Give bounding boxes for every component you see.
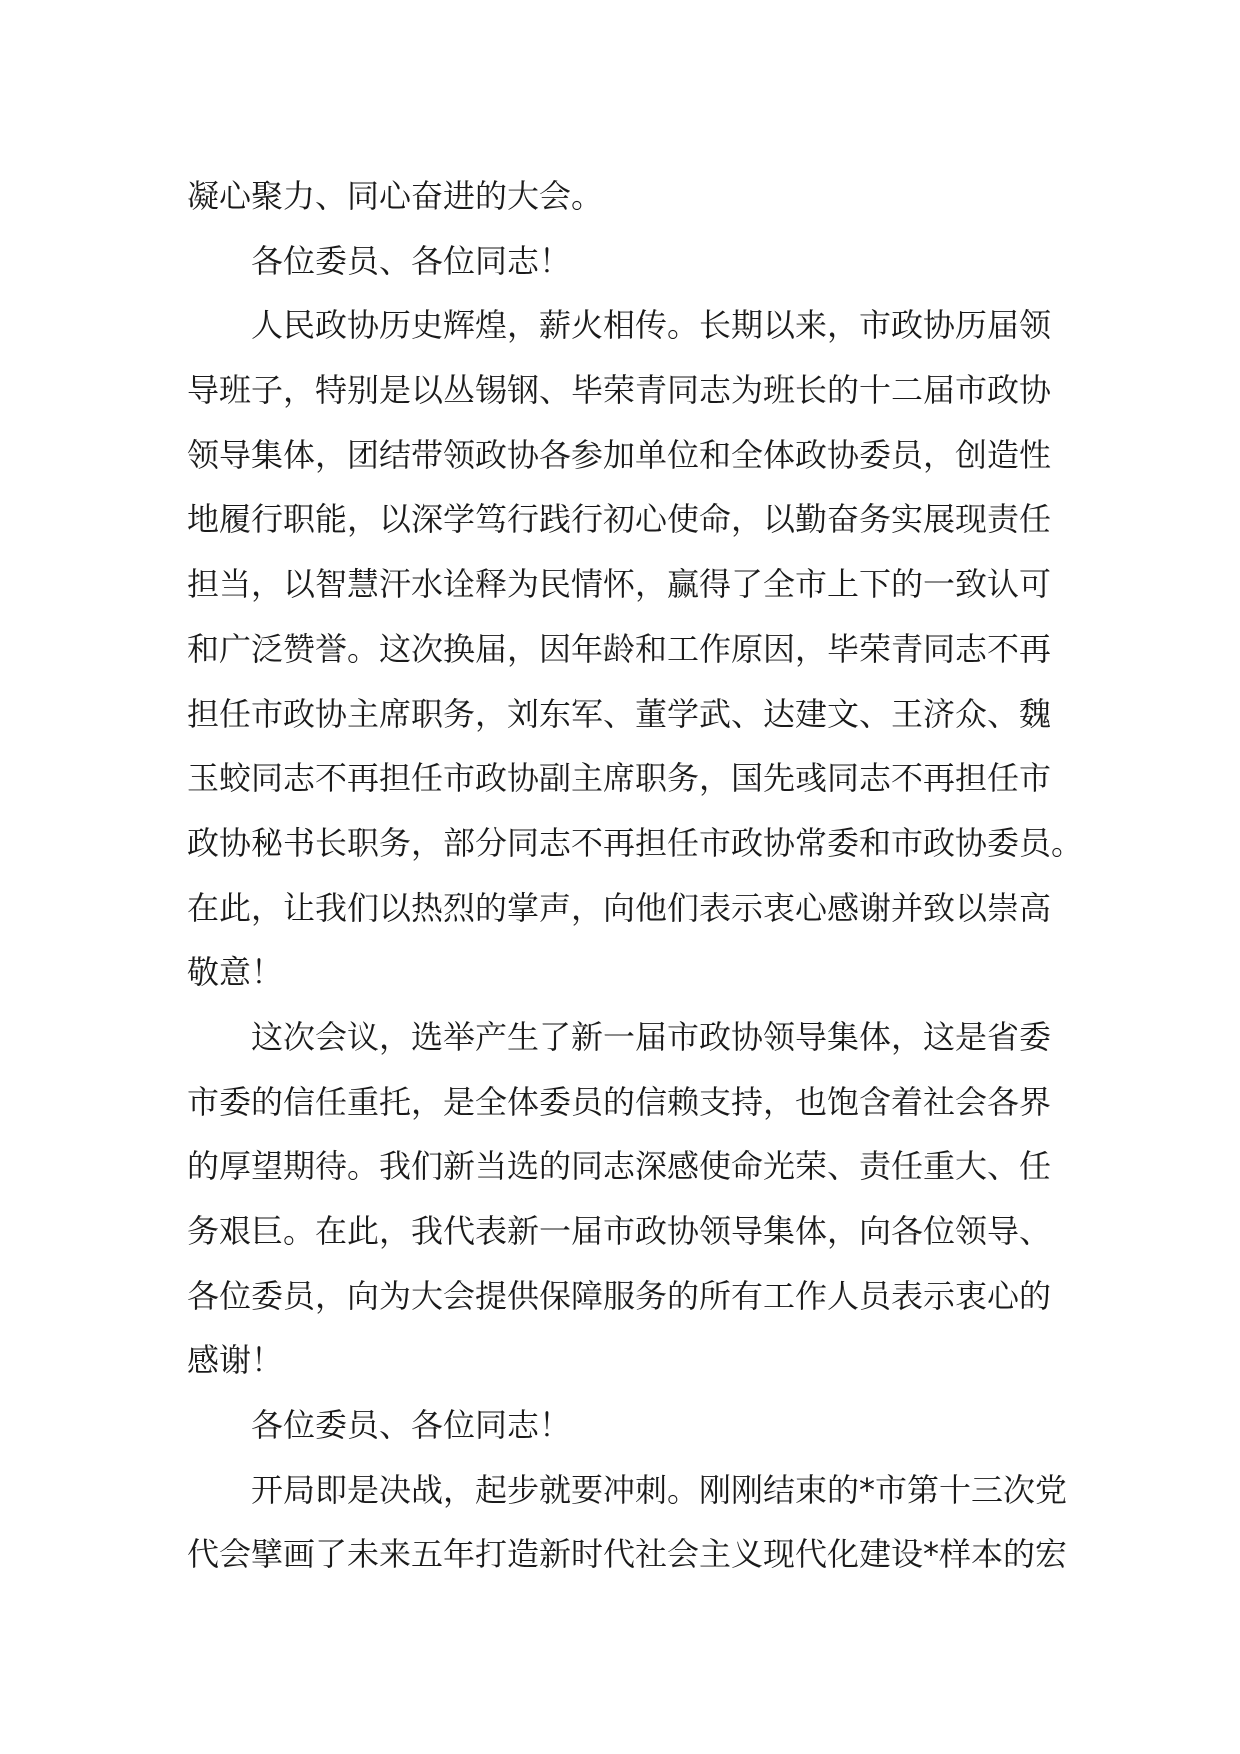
text-line: 务艰巨。在此，我代表新一届市政协领导集体，向各位领导、 [187, 1212, 1052, 1250]
text-line: 凝心聚力、同心奋进的大会。 [187, 177, 604, 215]
text-line: 开局即是决战，起步就要冲刺。刚刚结束的*市第十三次党 [251, 1470, 1068, 1509]
text-line: 各位委员、各位同志！ [251, 241, 572, 280]
text-line: 代会擘画了未来五年打造新时代社会主义现代化建设*样本的宏 [187, 1535, 1068, 1574]
text-line: 敬意！ [187, 953, 284, 992]
text-line: 的厚望期待。我们新当选的同志深感使命光荣、责任重大、任 [187, 1147, 1052, 1186]
text-line: 人民政协历史辉煌，薪火相传。长期以来，市政协历届领 [251, 306, 1052, 345]
text-line: 领导集体，团结带领政协各参加单位和全体政协委员，创造性 [187, 435, 1052, 474]
text-line: 在此，让我们以热烈的掌声，向他们表示衷心感谢并致以崇高 [187, 888, 1052, 927]
document-body [187, 164, 1084, 1587]
text-line: 担任市政协主席职务，刘东军、董学武、达建文、王济众、魏 [187, 694, 1052, 733]
text-line: 玉蛟同志不再担任市政协副主席职务，国先彧同志不再担任市 [187, 759, 1052, 798]
text-line: 政协秘书长职务，部分同志不再担任市政协常委和市政协委员。 [187, 823, 1084, 862]
text-line: 导班子，特别是以丛锡钢、毕荣青同志为班长的十二届市政协 [187, 371, 1052, 410]
text-line: 担当，以智慧汗水诠释为民情怀，赢得了全市上下的一致认可 [187, 565, 1052, 604]
text-line: 各位委员，向为大会提供保障服务的所有工作人员表示衷心的 [187, 1276, 1052, 1315]
text-line: 和广泛赞誉。这次换届，因年龄和工作原因，毕荣青同志不再 [187, 629, 1052, 668]
text-line: 感谢！ [187, 1341, 284, 1380]
text-line: 这次会议，选举产生了新一届市政协领导集体，这是省委 [251, 1017, 1052, 1056]
text-line: 地履行职能，以深学笃行践行初心使命，以勤奋务实展现责任 [187, 500, 1052, 539]
text-line: 各位委员、各位同志！ [251, 1406, 572, 1445]
text-line: 市委的信任重托，是全体委员的信赖支持，也饱含着社会各界 [187, 1082, 1052, 1121]
